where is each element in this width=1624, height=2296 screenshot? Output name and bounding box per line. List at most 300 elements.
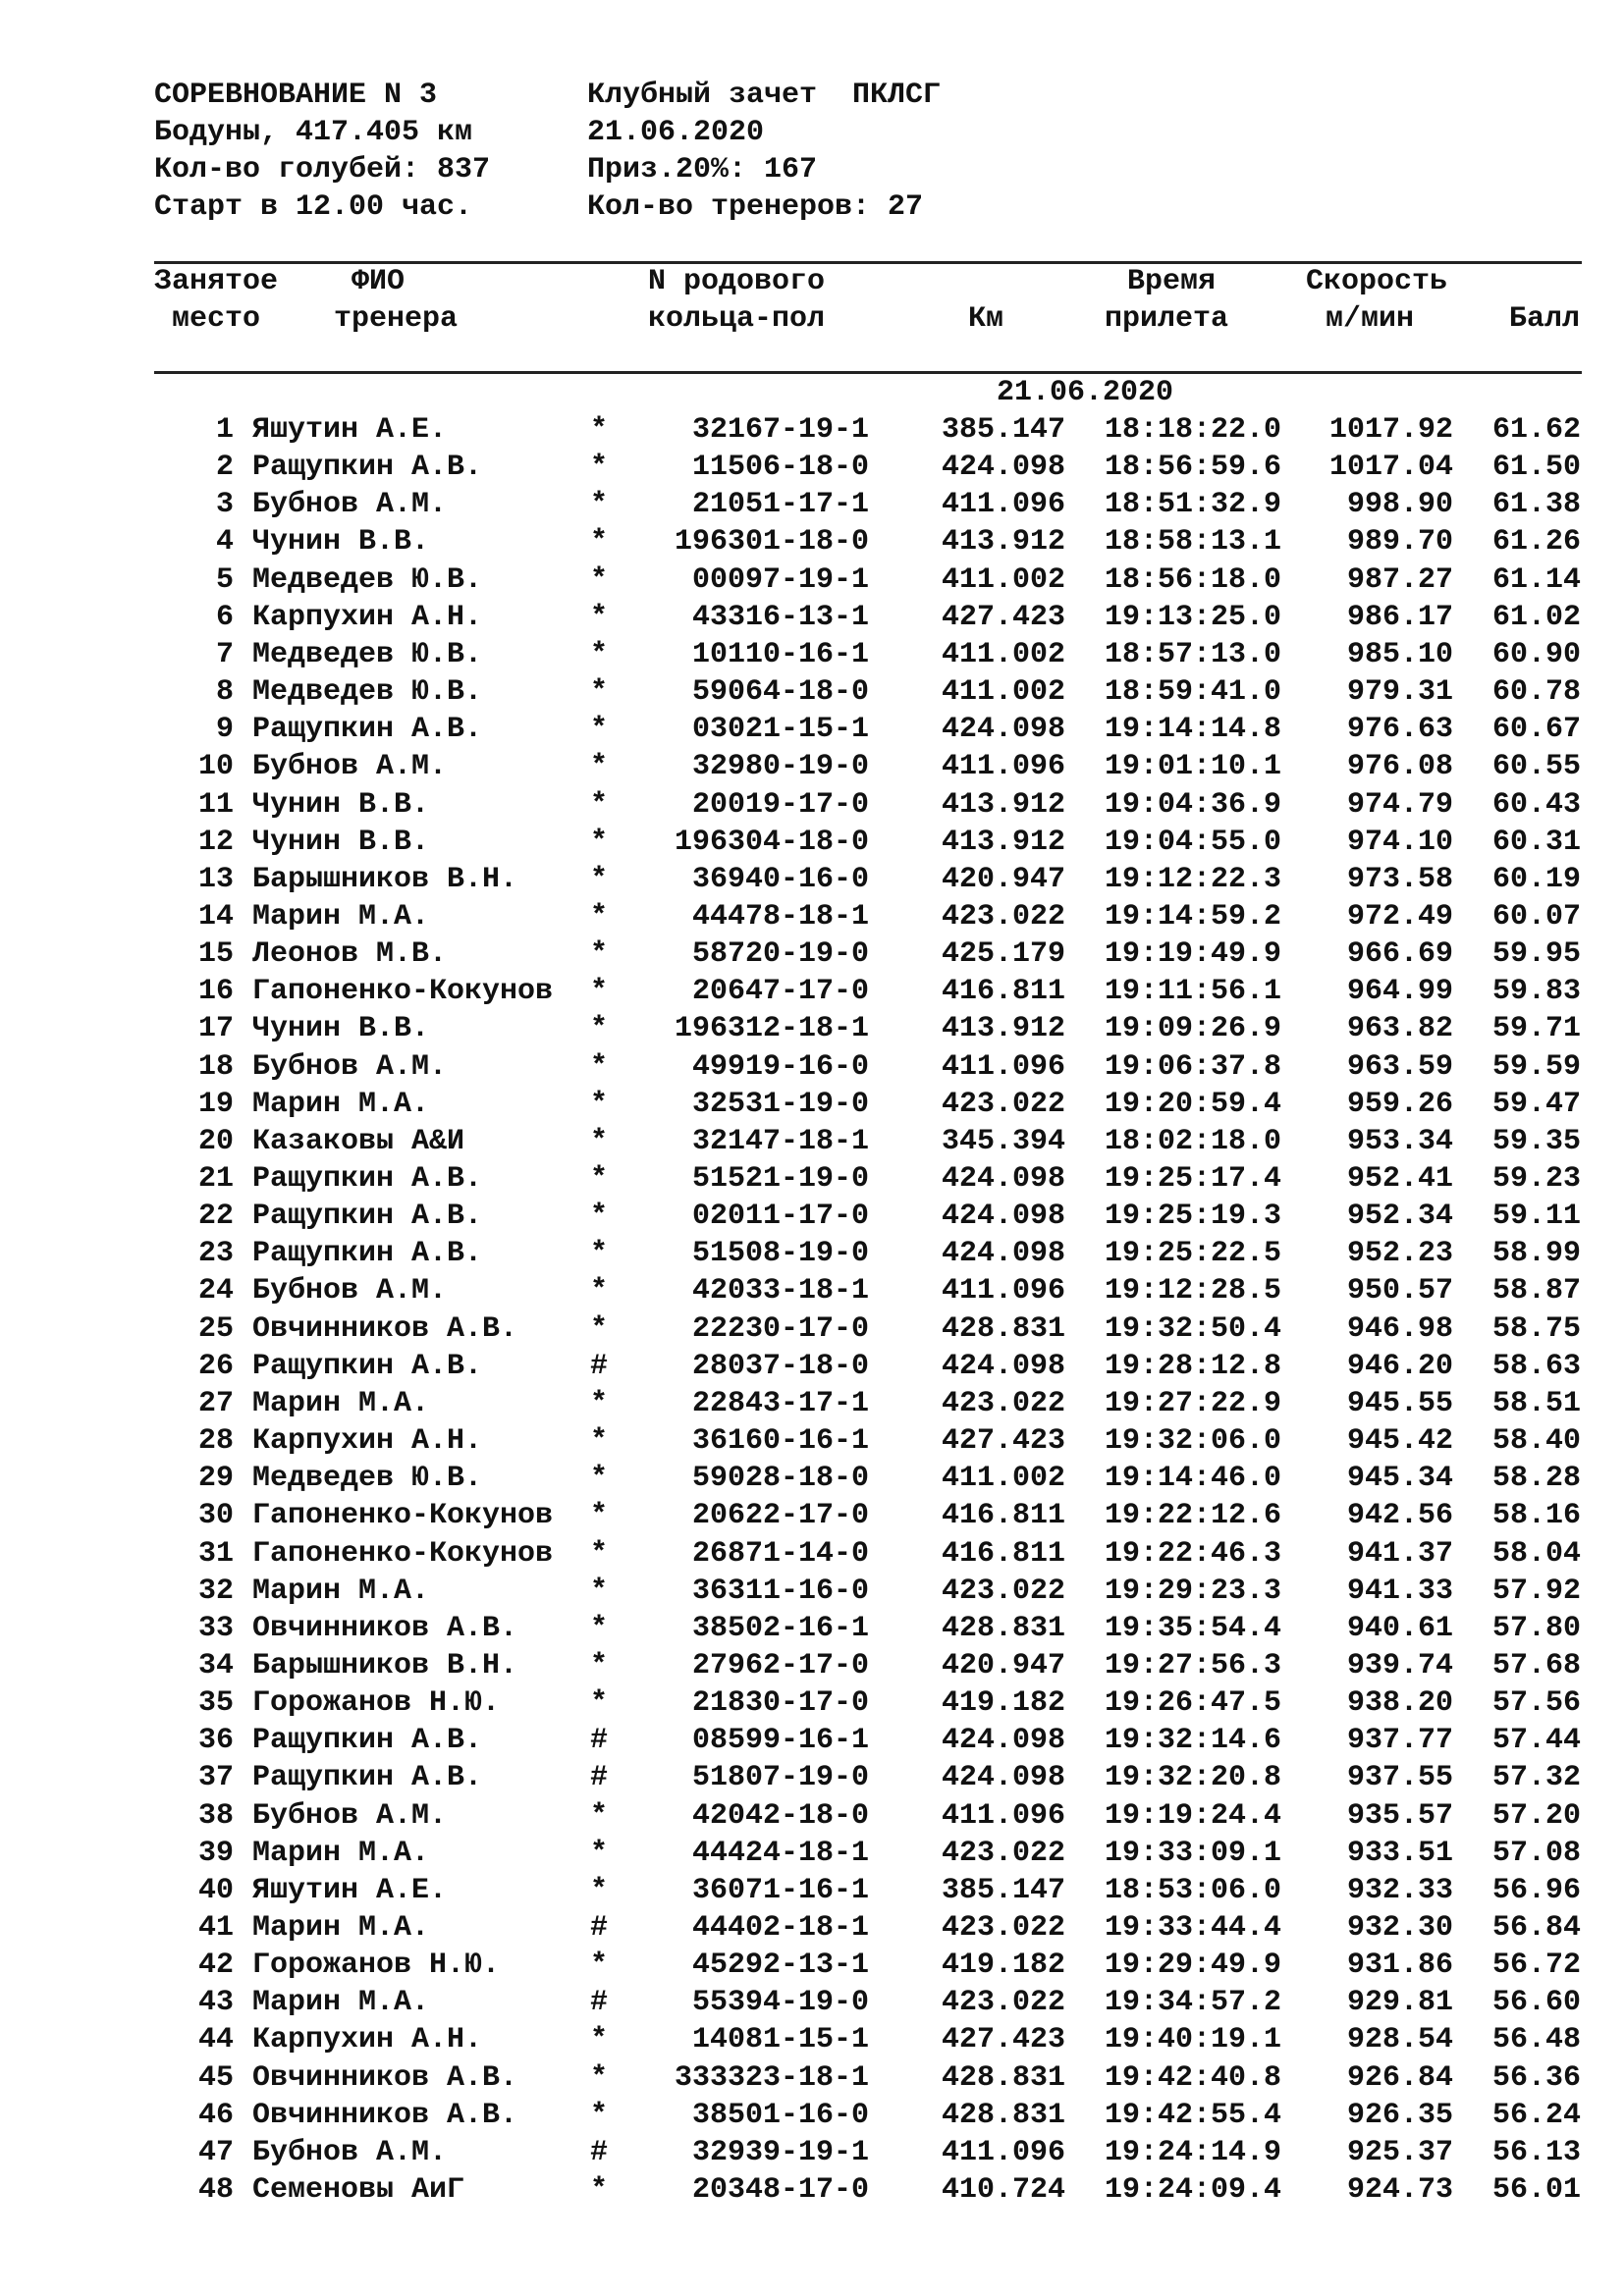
- speed-cell: 937.77: [1346, 1724, 1453, 1757]
- speed-cell: 941.33: [1346, 1575, 1453, 1608]
- speed-cell: 932.30: [1346, 1911, 1453, 1945]
- ring-number-cell: 59064-18-0: [691, 675, 869, 709]
- mark-cell: *: [589, 826, 608, 859]
- score-cell: 58.51: [1491, 1387, 1581, 1420]
- place-cell: 42: [197, 1949, 234, 1982]
- distance-cell: 413.912: [941, 1012, 1065, 1045]
- score-cell: 59.35: [1491, 1125, 1581, 1158]
- score-cell: 60.78: [1491, 675, 1581, 709]
- score-cell: 60.55: [1491, 750, 1581, 783]
- arrival-time-cell: 19:27:22.9: [1104, 1387, 1281, 1420]
- table-row: [0, 1797, 1624, 1835]
- table-row: [0, 748, 1624, 785]
- table-row: [0, 1497, 1624, 1534]
- place-cell: 5: [215, 563, 234, 597]
- table-row: [0, 1647, 1624, 1684]
- trainer-name-cell: Гапоненко-Кокунов: [252, 975, 554, 1008]
- distance-cell: 413.912: [941, 826, 1065, 859]
- ring-number-cell: 58720-19-0: [691, 937, 869, 971]
- table-row: [0, 1235, 1624, 1272]
- speed-cell: 946.20: [1346, 1350, 1453, 1383]
- score-cell: 57.56: [1491, 1686, 1581, 1720]
- distance-cell: 424.098: [941, 1350, 1065, 1383]
- mark-cell: *: [589, 1312, 608, 1346]
- speed-cell: 926.84: [1346, 2061, 1453, 2095]
- distance-cell: 428.831: [941, 2061, 1065, 2095]
- speed-cell: 974.10: [1346, 826, 1453, 859]
- trainer-name-cell: Чунин В.В.: [252, 525, 430, 559]
- arrival-time-cell: 19:29:49.9: [1104, 1949, 1281, 1982]
- ring-number-cell: 51807-19-0: [691, 1761, 869, 1794]
- mark-cell: *: [589, 525, 608, 559]
- speed-cell: 972.49: [1346, 900, 1453, 934]
- trainer-name-cell: Медведев Ю.В.: [252, 638, 483, 671]
- arrival-time-cell: 19:14:14.8: [1104, 713, 1281, 746]
- arrival-time-cell: 19:11:56.1: [1104, 975, 1281, 1008]
- place-cell: 45: [197, 2061, 234, 2095]
- place-cell: 11: [197, 788, 234, 822]
- arrival-time-cell: 19:42:55.4: [1104, 2099, 1281, 2132]
- arrival-time-cell: 19:34:57.2: [1104, 1986, 1281, 2019]
- start-time: Старт в 12.00 час.: [154, 190, 473, 224]
- arrival-time-cell: 19:26:47.5: [1104, 1686, 1281, 1720]
- score-cell: 60.31: [1491, 826, 1581, 859]
- trainer-name-cell: Карпухин А.Н.: [252, 2023, 483, 2056]
- ring-number-cell: 42042-18-0: [691, 1799, 869, 1833]
- distance-cell: 416.811: [941, 1499, 1065, 1532]
- speed-cell: 945.55: [1346, 1387, 1453, 1420]
- table-row: [0, 1272, 1624, 1309]
- ring-number-cell: 02011-17-0: [691, 1200, 869, 1233]
- place-cell: 8: [215, 675, 234, 709]
- mark-cell: *: [589, 1088, 608, 1121]
- table-row: [0, 711, 1624, 748]
- distance-cell: 428.831: [941, 1612, 1065, 1645]
- score-cell: 61.02: [1491, 601, 1581, 634]
- arrival-time-cell: 18:02:18.0: [1104, 1125, 1281, 1158]
- trainer-name-cell: Марин М.А.: [252, 1911, 430, 1945]
- distance-cell: 413.912: [941, 788, 1065, 822]
- place-cell: 27: [197, 1387, 234, 1420]
- place-cell: 14: [197, 900, 234, 934]
- trainer-name-cell: Ращупкин А.В.: [252, 1237, 483, 1270]
- ring-number-cell: 22230-17-0: [691, 1312, 869, 1346]
- score-cell: 57.44: [1491, 1724, 1581, 1757]
- arrival-time-cell: 19:09:26.9: [1104, 1012, 1281, 1045]
- distance-cell: 411.002: [941, 638, 1065, 671]
- mark-cell: *: [589, 2173, 608, 2207]
- speed-cell: 963.59: [1346, 1050, 1453, 1084]
- table-row: [0, 1573, 1624, 1610]
- place-cell: 23: [197, 1237, 234, 1270]
- mark-cell: *: [589, 675, 608, 709]
- header-bottom-rule: [154, 371, 1582, 374]
- place-cell: 36: [197, 1724, 234, 1757]
- ring-number-cell: 59028-18-0: [691, 1462, 869, 1495]
- table-row: [0, 2171, 1624, 2209]
- speed-cell: 989.70: [1346, 525, 1453, 559]
- score-cell: 56.01: [1491, 2173, 1581, 2207]
- arrival-time-cell: 18:57:13.0: [1104, 638, 1281, 671]
- arrival-time-cell: 19:13:25.0: [1104, 601, 1281, 634]
- arrival-time-cell: 19:32:14.6: [1104, 1724, 1281, 1757]
- arrival-time-cell: 18:53:06.0: [1104, 1874, 1281, 1907]
- speed-cell: 986.17: [1346, 601, 1453, 634]
- place-cell: 32: [197, 1575, 234, 1608]
- distance-cell: 411.002: [941, 1462, 1065, 1495]
- competition-number: СОРЕВНОВАНИЕ N 3: [154, 79, 438, 112]
- mark-cell: *: [589, 601, 608, 634]
- distance-cell: 411.096: [941, 1050, 1065, 1084]
- distance-cell: 411.096: [941, 488, 1065, 521]
- trainer-name-cell: Ращупкин А.В.: [252, 1200, 483, 1233]
- ring-number-cell: 22843-17-1: [691, 1387, 869, 1420]
- col-place-line2: место: [172, 302, 261, 336]
- place-cell: 20: [197, 1125, 234, 1158]
- table-row: [0, 786, 1624, 824]
- speed-cell: 938.20: [1346, 1686, 1453, 1720]
- place-cell: 17: [197, 1012, 234, 1045]
- speed-cell: 939.74: [1346, 1649, 1453, 1682]
- mark-cell: *: [589, 1537, 608, 1571]
- distance-cell: 425.179: [941, 937, 1065, 971]
- trainer-name-cell: Бубнов А.М.: [252, 1274, 448, 1308]
- speed-cell: 979.31: [1346, 675, 1453, 709]
- trainer-name-cell: Бубнов А.М.: [252, 2136, 448, 2169]
- mark-cell: *: [589, 713, 608, 746]
- place-cell: 16: [197, 975, 234, 1008]
- place-cell: 26: [197, 1350, 234, 1383]
- score-cell: 59.59: [1491, 1050, 1581, 1084]
- ring-number-cell: 49919-16-0: [691, 1050, 869, 1084]
- place-cell: 47: [197, 2136, 234, 2169]
- mark-cell: *: [589, 451, 608, 484]
- mark-cell: *: [589, 1575, 608, 1608]
- ring-number-cell: 44424-18-1: [691, 1837, 869, 1870]
- place-cell: 19: [197, 1088, 234, 1121]
- ring-number-cell: 27962-17-0: [691, 1649, 869, 1682]
- trainer-name-cell: Ращупкин А.В.: [252, 451, 483, 484]
- ring-number-cell: 14081-15-1: [691, 2023, 869, 2056]
- table-row: [0, 2021, 1624, 2058]
- col-name-line1: ФИО: [352, 265, 406, 298]
- ring-number-cell: 08599-16-1: [691, 1724, 869, 1757]
- mark-cell: *: [589, 1237, 608, 1270]
- table-row: [0, 599, 1624, 636]
- mark-cell: *: [589, 1686, 608, 1720]
- trainer-name-cell: Ращупкин А.В.: [252, 1162, 483, 1196]
- place-cell: 46: [197, 2099, 234, 2132]
- distance-cell: 411.096: [941, 750, 1065, 783]
- ring-number-cell: 36071-16-1: [691, 1874, 869, 1907]
- trainer-name-cell: Овчинников А.В.: [252, 2061, 518, 2095]
- place-cell: 39: [197, 1837, 234, 1870]
- col-time-line2: прилета: [1105, 302, 1229, 336]
- table-row: [0, 1835, 1624, 1872]
- speed-cell: 985.10: [1346, 638, 1453, 671]
- table-row: [0, 1684, 1624, 1722]
- mark-cell: *: [589, 2023, 608, 2056]
- score-cell: 57.68: [1491, 1649, 1581, 1682]
- mark-cell: *: [589, 1462, 608, 1495]
- mark-cell: #: [589, 1986, 608, 2019]
- speed-cell: 924.73: [1346, 2173, 1453, 2207]
- arrival-time-cell: 19:33:44.4: [1104, 1911, 1281, 1945]
- table-row: [0, 449, 1624, 486]
- mark-cell: *: [589, 1387, 608, 1420]
- table-row: [0, 1759, 1624, 1796]
- col-score: Балл: [1509, 302, 1581, 336]
- table-row: [0, 1610, 1624, 1647]
- mark-cell: *: [589, 1424, 608, 1458]
- trainer-name-cell: Медведев Ю.В.: [252, 563, 483, 597]
- table-row: [0, 1722, 1624, 1759]
- place-cell: 15: [197, 937, 234, 971]
- header-line-1: [154, 77, 942, 114]
- arrival-time-cell: 19:24:09.4: [1104, 2173, 1281, 2207]
- place-cell: 28: [197, 1424, 234, 1458]
- header-line-4: [154, 188, 924, 226]
- arrival-time-cell: 19:14:59.2: [1104, 900, 1281, 934]
- ring-number-cell: 51521-19-0: [691, 1162, 869, 1196]
- place-cell: 10: [197, 750, 234, 783]
- arrival-time-cell: 19:04:55.0: [1104, 826, 1281, 859]
- distance-cell: 420.947: [941, 1649, 1065, 1682]
- distance-cell: 423.022: [941, 1986, 1065, 2019]
- table-row: [0, 1348, 1624, 1385]
- table-row: [0, 2134, 1624, 2171]
- table-row: [0, 824, 1624, 861]
- trainer-name-cell: Барышников В.Н.: [252, 863, 518, 896]
- mark-cell: *: [589, 413, 608, 447]
- trainer-name-cell: Ращупкин А.В.: [252, 1724, 483, 1757]
- score-cell: 60.43: [1491, 788, 1581, 822]
- speed-cell: 973.58: [1346, 863, 1453, 896]
- distance-cell: 424.098: [941, 1724, 1065, 1757]
- trainer-name-cell: Ращупкин А.В.: [252, 1350, 483, 1383]
- arrival-time-cell: 18:58:13.1: [1104, 525, 1281, 559]
- distance-cell: 427.423: [941, 2023, 1065, 2056]
- place-cell: 22: [197, 1200, 234, 1233]
- place-cell: 7: [215, 638, 234, 671]
- table-row: [0, 861, 1624, 898]
- col-speed-line2: м/мин: [1326, 302, 1415, 336]
- score-cell: 61.14: [1491, 563, 1581, 597]
- speed-cell: 952.23: [1346, 1237, 1453, 1270]
- place-cell: 12: [197, 826, 234, 859]
- distance-cell: 411.002: [941, 675, 1065, 709]
- distance-cell: 424.098: [941, 1162, 1065, 1196]
- ring-number-cell: 45292-13-1: [691, 1949, 869, 1982]
- speed-cell: 950.57: [1346, 1274, 1453, 1308]
- distance-cell: 385.147: [941, 1874, 1065, 1907]
- distance-cell: 428.831: [941, 1312, 1065, 1346]
- speed-cell: 976.63: [1346, 713, 1453, 746]
- score-cell: 59.71: [1491, 1012, 1581, 1045]
- speed-cell: 937.55: [1346, 1761, 1453, 1794]
- arrival-time-cell: 19:01:10.1: [1104, 750, 1281, 783]
- header-line-3: [154, 151, 818, 188]
- ring-number-cell: 38502-16-1: [691, 1612, 869, 1645]
- table-row: [0, 1385, 1624, 1422]
- score-cell: 61.50: [1491, 451, 1581, 484]
- table-row: [0, 2059, 1624, 2097]
- arrival-time-cell: 19:33:09.1: [1104, 1837, 1281, 1870]
- table-row: [0, 1909, 1624, 1947]
- ring-number-cell: 38501-16-0: [691, 2099, 869, 2132]
- trainer-name-cell: Бубнов А.М.: [252, 750, 448, 783]
- speed-cell: 945.34: [1346, 1462, 1453, 1495]
- distance-cell: 424.098: [941, 1761, 1065, 1794]
- score-cell: 58.87: [1491, 1274, 1581, 1308]
- ring-number-cell: 196312-18-1: [674, 1012, 869, 1045]
- place-cell: 43: [197, 1986, 234, 2019]
- score-cell: 60.67: [1491, 713, 1581, 746]
- mark-cell: *: [589, 1874, 608, 1907]
- speed-cell: 925.37: [1346, 2136, 1453, 2169]
- ring-number-cell: 26871-14-0: [691, 1537, 869, 1571]
- table-row: [0, 1310, 1624, 1348]
- mark-cell: *: [589, 1162, 608, 1196]
- mark-cell: *: [589, 1050, 608, 1084]
- speed-cell: 935.57: [1346, 1799, 1453, 1833]
- arrival-time-cell: 19:04:36.9: [1104, 788, 1281, 822]
- ring-number-cell: 196301-18-0: [674, 525, 869, 559]
- place-cell: 24: [197, 1274, 234, 1308]
- arrival-time-cell: 19:25:22.5: [1104, 1237, 1281, 1270]
- speed-cell: 963.82: [1346, 1012, 1453, 1045]
- score-cell: 57.92: [1491, 1575, 1581, 1608]
- header-line-2: [154, 114, 765, 151]
- trainer-name-cell: Бубнов А.М.: [252, 488, 448, 521]
- score-cell: 56.96: [1491, 1874, 1581, 1907]
- mark-cell: *: [589, 638, 608, 671]
- speed-cell: 941.37: [1346, 1537, 1453, 1571]
- speed-cell: 1017.92: [1328, 413, 1453, 447]
- arrival-time-cell: 18:56:18.0: [1104, 563, 1281, 597]
- col-ring-line2: кольца-пол: [648, 302, 826, 336]
- arrival-time-cell: 19:22:12.6: [1104, 1499, 1281, 1532]
- mark-cell: #: [589, 1761, 608, 1794]
- date-subheader: 21.06.2020: [996, 376, 1174, 409]
- ring-number-cell: 20019-17-0: [691, 788, 869, 822]
- score-cell: 61.26: [1491, 525, 1581, 559]
- trainer-name-cell: Горожанов Н.Ю.: [252, 1686, 501, 1720]
- mark-cell: *: [589, 975, 608, 1008]
- trainer-name-cell: Медведев Ю.В.: [252, 1462, 483, 1495]
- arrival-time-cell: 19:22:46.3: [1104, 1537, 1281, 1571]
- distance-cell: 423.022: [941, 1911, 1065, 1945]
- distance-cell: 411.002: [941, 563, 1065, 597]
- prize-count: Приз.20%: 167: [587, 153, 818, 187]
- trainer-name-cell: Гапоненко-Кокунов: [252, 1537, 554, 1571]
- mark-cell: *: [589, 750, 608, 783]
- mark-cell: *: [589, 937, 608, 971]
- trainer-name-cell: Леонов М.В.: [252, 937, 448, 971]
- score-cell: 58.40: [1491, 1424, 1581, 1458]
- trainer-name-cell: Марин М.А.: [252, 1387, 430, 1420]
- distance-cell: 424.098: [941, 451, 1065, 484]
- place-cell: 40: [197, 1874, 234, 1907]
- distance-cell: 416.811: [941, 1537, 1065, 1571]
- score-cell: 56.36: [1491, 2061, 1581, 2095]
- table-row: [0, 1198, 1624, 1235]
- score-cell: 60.07: [1491, 900, 1581, 934]
- table-row: [0, 1947, 1624, 1984]
- table-row: [0, 673, 1624, 711]
- col-km: Км: [968, 302, 1004, 336]
- speed-cell: 926.35: [1346, 2099, 1453, 2132]
- mark-cell: *: [589, 1799, 608, 1833]
- distance-cell: 423.022: [941, 1837, 1065, 1870]
- speed-cell: 976.08: [1346, 750, 1453, 783]
- arrival-time-cell: 19:32:50.4: [1104, 1312, 1281, 1346]
- trainer-count: Кол-во тренеров: 27: [587, 190, 924, 224]
- arrival-time-cell: 19:35:54.4: [1104, 1612, 1281, 1645]
- trainer-name-cell: Бубнов А.М.: [252, 1050, 448, 1084]
- score-cell: 59.83: [1491, 975, 1581, 1008]
- ring-number-cell: 333323-18-1: [674, 2061, 869, 2095]
- arrival-time-cell: 19:20:59.4: [1104, 1088, 1281, 1121]
- distance-cell: 413.912: [941, 525, 1065, 559]
- ring-number-cell: 196304-18-0: [674, 826, 869, 859]
- ring-number-cell: 32939-19-1: [691, 2136, 869, 2169]
- speed-cell: 974.79: [1346, 788, 1453, 822]
- speed-cell: 942.56: [1346, 1499, 1453, 1532]
- score-cell: 59.95: [1491, 937, 1581, 971]
- mark-cell: #: [589, 1350, 608, 1383]
- speed-cell: 928.54: [1346, 2023, 1453, 2056]
- ring-number-cell: 55394-19-0: [691, 1986, 869, 2019]
- score-cell: 56.72: [1491, 1949, 1581, 1982]
- ring-number-cell: 00097-19-1: [691, 563, 869, 597]
- place-cell: 35: [197, 1686, 234, 1720]
- ring-number-cell: 32167-19-1: [691, 413, 869, 447]
- table-row: [0, 1160, 1624, 1198]
- speed-cell: 952.34: [1346, 1200, 1453, 1233]
- place-cell: 34: [197, 1649, 234, 1682]
- speed-cell: 952.41: [1346, 1162, 1453, 1196]
- ring-number-cell: 20348-17-0: [691, 2173, 869, 2207]
- ring-number-cell: 51508-19-0: [691, 1237, 869, 1270]
- mark-cell: *: [589, 2061, 608, 2095]
- release-point: Бодуны, 417.405 км: [154, 116, 473, 149]
- mark-cell: *: [589, 1649, 608, 1682]
- place-cell: 37: [197, 1761, 234, 1794]
- arrival-time-cell: 19:24:14.9: [1104, 2136, 1281, 2169]
- trainer-name-cell: Ращупкин А.В.: [252, 1761, 483, 1794]
- mark-cell: *: [589, 1837, 608, 1870]
- distance-cell: 411.096: [941, 2136, 1065, 2169]
- table-row: [0, 411, 1624, 449]
- trainer-name-cell: Казаковы А&И: [252, 1125, 465, 1158]
- table-row: [0, 1422, 1624, 1460]
- speed-cell: 987.27: [1346, 563, 1453, 597]
- place-cell: 21: [197, 1162, 234, 1196]
- arrival-time-cell: 18:51:32.9: [1104, 488, 1281, 521]
- trainer-name-cell: Марин М.А.: [252, 1837, 430, 1870]
- speed-cell: 964.99: [1346, 975, 1453, 1008]
- speed-cell: 940.61: [1346, 1612, 1453, 1645]
- col-speed-line1: Скорость: [1306, 265, 1448, 298]
- score-cell: 56.13: [1491, 2136, 1581, 2169]
- place-cell: 6: [215, 601, 234, 634]
- table-row: [0, 523, 1624, 561]
- distance-cell: 411.096: [941, 1799, 1065, 1833]
- arrival-time-cell: 19:40:19.1: [1104, 2023, 1281, 2056]
- trainer-name-cell: Горожанов Н.Ю.: [252, 1949, 501, 1982]
- trainer-name-cell: Чунин В.В.: [252, 1012, 430, 1045]
